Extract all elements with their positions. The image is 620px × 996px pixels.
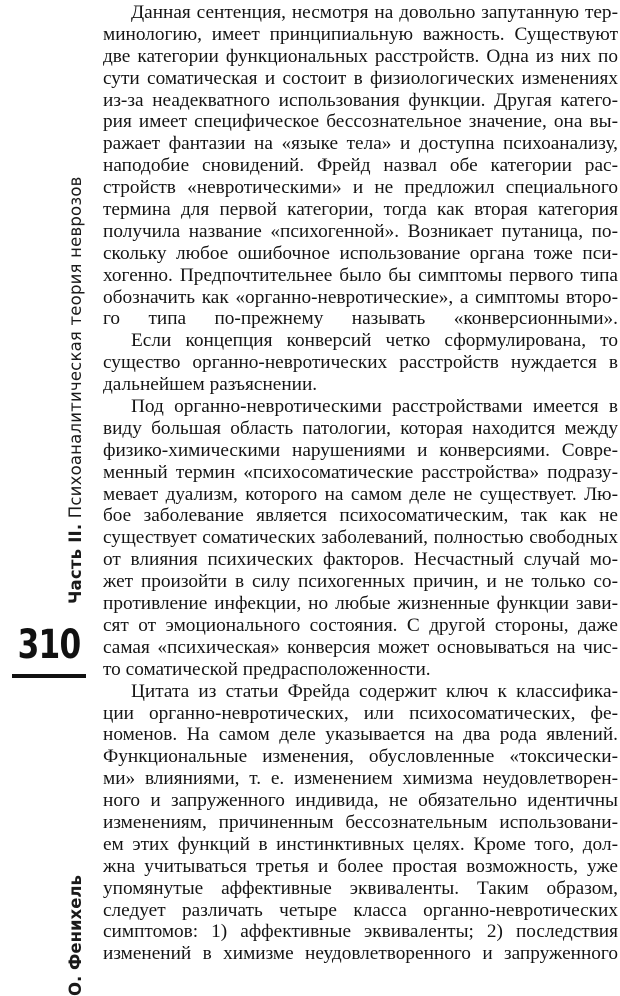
text-line: го типа по-прежнему называть «конверсионными». — [103, 308, 618, 330]
text-line: самая «психическая» конверсия может основываться на чис- — [103, 636, 618, 658]
text-line: дальнейшем разъяснении. — [103, 374, 318, 396]
text-line: то соматической предрасположенности. — [103, 658, 431, 680]
text-line: стройств «невротическими» и не предложил специального — [103, 177, 618, 199]
text-line: жна учитываться третья и более простая возможность, уже — [103, 855, 618, 877]
text-line: существует соматических заболеваний, полностью свободных — [103, 527, 618, 549]
text-line: бое заболевание является психосоматическим, так как не — [103, 505, 618, 527]
text-line: минологию, имеет принципиальную важность. Существуют — [103, 23, 618, 45]
text-line: номенов. На самом деле указывается на два рода явлений. — [103, 724, 618, 746]
text-line: виду большая область патологии, которая находится между — [103, 417, 618, 439]
text-line: упомянутые аффективные эквиваленты. Таким образом, — [103, 877, 618, 899]
page-number-rule — [12, 674, 86, 678]
text-line: физико-химическими нарушениями и конверсиями. Совре- — [103, 439, 618, 461]
body-text — [103, 2, 618, 965]
text-line: термина для первой категории, тогда как вторая категория — [103, 199, 618, 221]
page-number-text: 310 — [17, 622, 81, 668]
text-line: получила название «психогенной». Возникает путаница, по- — [103, 220, 618, 242]
text-line: скольку любое ошибочное использование органа тоже пси- — [103, 242, 618, 264]
text-line: следует различать четыре класса органно-невротических — [103, 899, 618, 921]
text-line: Функциональные изменения, обусловленные «токсически- — [103, 746, 618, 768]
running-head-title: Психоаналитическая теория неврозов — [66, 176, 85, 519]
text-line: рия имеет специфическое бессознательное значение, она вы- — [103, 111, 618, 133]
text-line: жет произойти в силу психогенных причин, и не только со- — [103, 571, 618, 593]
text-line: от влияния психических факторов. Несчастный случай мо- — [103, 549, 618, 571]
running-head-part: Часть II. — [66, 523, 85, 604]
text-line: ем этих функций в инстинктивных целях. Кроме того, дол- — [103, 833, 618, 855]
text-line: две категории функциональных расстройств. Одна из них по — [103, 45, 618, 67]
text-line: наподобие сновидений. Фрейд назвал обе категории рас- — [103, 155, 618, 177]
text-line: симптомов: 1) аффективные эквиваленты; 2) последствия — [103, 921, 618, 943]
text-line: ми» влияниями, т. е. изменением химизма неудовлетворен- — [103, 768, 618, 790]
text-line: Под органно-невротическими расстройствами имеется в — [131, 396, 618, 418]
page-number — [6, 622, 92, 678]
text-line: изменениям, причиненным бессознательным использовани- — [103, 811, 618, 833]
text-line: Цитата из статьи Фрейда содержит ключ к классифика- — [131, 680, 618, 702]
text-line: из-за неадекватного использования функции. Другая катего- — [103, 89, 618, 111]
text-line: ции органно-невротических, или психосоматических, фе- — [103, 702, 618, 724]
text-line: сути соматическая и состоит в физиологических изменениях — [103, 67, 618, 89]
text-line: Данная сентенция, несмотря на довольно запутанную тер- — [131, 2, 618, 23]
text-line: менный термин «психосоматические расстройства» подразу- — [103, 461, 618, 483]
text-line: мевает дуализм, которого на самом деле не существует. Лю- — [103, 483, 618, 505]
text-line: обозначить как «органно-невротические», а симптомы второ- — [103, 286, 618, 308]
text-line: сят от эмоционального состояния. С другой стороны, даже — [103, 614, 618, 636]
text-line: изменений в химизме неудовлетворенного и запруженного — [103, 943, 618, 965]
text-line: ражает фантазии на «языке тела» и доступна психоанализу, — [103, 133, 618, 155]
author-name: О. Фенихель — [66, 875, 85, 996]
text-line: хогенно. Предпочтительнее было бы симптомы первого типа — [103, 264, 618, 286]
text-line: противление инфекции, но любые жизненные функции зави- — [103, 593, 618, 615]
text-line: ного и запруженного индивида, не обязательно идентичны — [103, 790, 618, 812]
running-head — [66, 176, 85, 604]
page-margin — [0, 0, 95, 996]
text-line: Если концепция конверсий четко сформулирована, то — [131, 330, 618, 352]
text-line: существо органно-невротических расстройств нуждается в — [103, 352, 618, 374]
